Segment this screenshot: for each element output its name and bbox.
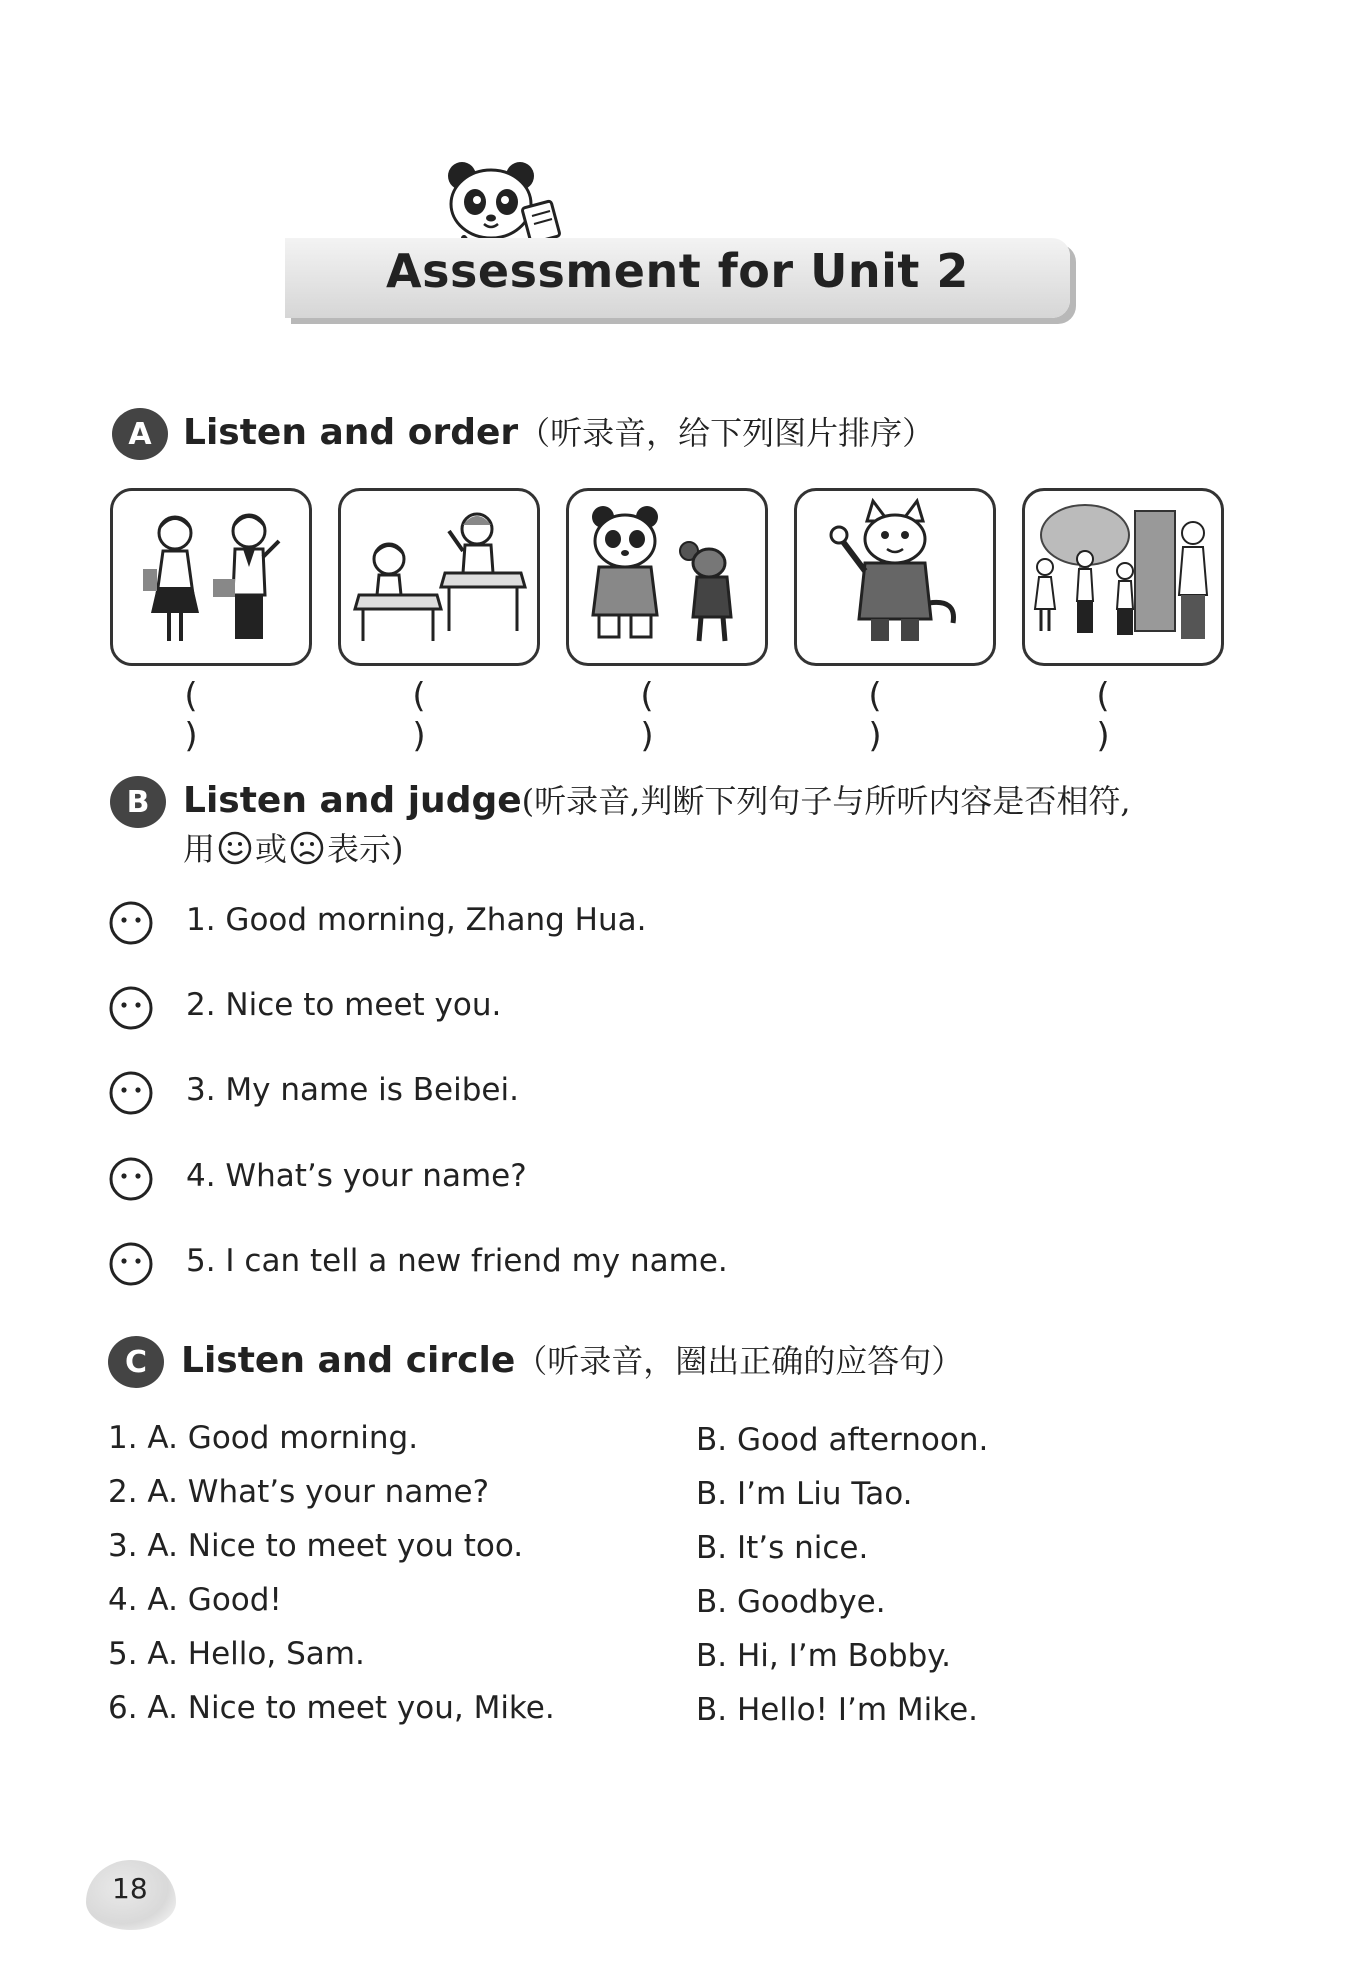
order-answer-3[interactable]: ( ) [640,676,688,756]
circle-option-3a[interactable]: 3. A. Nice to meet you too. [108,1528,524,1564]
section-a-instruction: （听录音，给下列图片排序） [518,414,935,452]
picture-frame-4 [794,488,996,666]
judge-sentence-3: 3. My name is Beibei. [186,1072,519,1108]
judge-sentence-1: 1. Good morning, Zhang Hua. [186,902,647,938]
section-a-badge: A [112,408,168,460]
blank-face-icon[interactable] [108,900,154,946]
judge-sentence-5: 5. I can tell a new friend my name. [186,1243,728,1279]
section-c-title: Listen and circle [181,1340,516,1381]
waving-cat-icon [797,491,993,663]
circle-option-2b[interactable]: B. I’m Liu Tao. [696,1476,913,1512]
section-c-instruction: （听录音，圈出正确的应答句） [515,1342,964,1380]
sad-face-icon [289,830,325,866]
order-answer-5[interactable]: ( ) [1096,676,1144,756]
order-answer-4[interactable]: ( ) [868,676,916,756]
girl-and-boy-greeting-icon [113,491,309,663]
circle-option-4b[interactable]: B. Goodbye. [696,1584,886,1620]
smiley-face-icon [217,830,253,866]
order-answer-1[interactable]: ( ) [184,676,232,756]
section-c-heading [181,1336,963,1382]
circle-option-2a[interactable]: 2. A. What’s your name? [108,1474,490,1510]
blank-face-icon[interactable] [108,1156,154,1202]
blank-face-icon[interactable] [108,1241,154,1287]
section-b-instruction-line2 [183,824,404,870]
picture-frame-3 [566,488,768,666]
panda-and-mouse-icon [569,491,765,663]
page-title: Assessment for Unit 2 [386,244,969,298]
section-b-title: Listen and judge [183,780,522,821]
circle-option-5a[interactable]: 5. A. Hello, Sam. [108,1636,365,1672]
judge-sentence-4: 4. What’s your name? [186,1158,527,1194]
order-answer-2[interactable]: ( ) [412,676,460,756]
section-b-instruction-mid: 或 [255,830,288,868]
section-a-heading [183,408,934,454]
blank-face-icon[interactable] [108,985,154,1031]
circle-option-4a[interactable]: 4. A. Good! [108,1582,282,1618]
section-b-instruction-line1: (听录音,判断下列句子与所听内容是否相符, [521,782,1131,820]
page-number: 18 [112,1872,148,1905]
picture-frame-2 [338,488,540,666]
classroom-desks-icon [341,491,537,663]
circle-option-1b[interactable]: B. Good afternoon. [696,1422,989,1458]
circle-option-3b[interactable]: B. It’s nice. [696,1530,869,1566]
circle-option-6b[interactable]: B. Hello! I’m Mike. [696,1692,979,1728]
picture-frame-5 [1022,488,1224,666]
judge-sentence-2: 2. Nice to meet you. [186,987,502,1023]
circle-option-5b[interactable]: B. Hi, I’m Bobby. [696,1638,952,1674]
section-b-instruction-post: 表示) [327,830,404,868]
children-and-teacher-icon [1025,491,1221,663]
section-b-instruction-pre: 用 [183,830,216,868]
circle-option-1a[interactable]: 1. A. Good morning. [108,1420,419,1456]
section-b-badge: B [110,776,166,828]
blank-face-icon[interactable] [108,1070,154,1116]
picture-frame-1 [110,488,312,666]
section-b-heading [183,776,1131,822]
circle-option-6a[interactable]: 6. A. Nice to meet you, Mike. [108,1690,555,1726]
section-a-title: Listen and order [183,412,519,453]
section-c-badge: C [108,1336,164,1388]
